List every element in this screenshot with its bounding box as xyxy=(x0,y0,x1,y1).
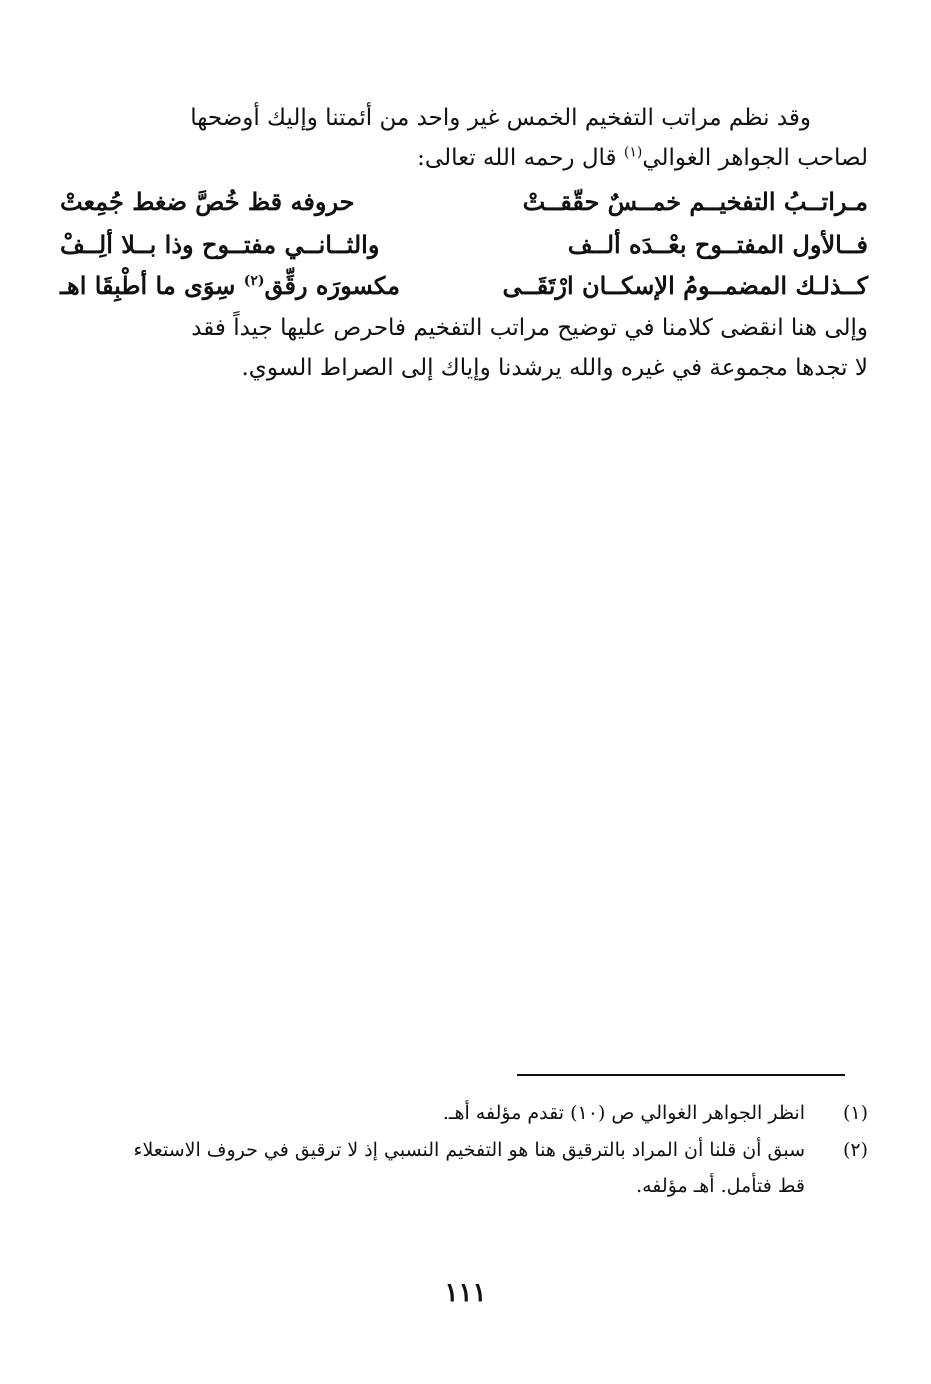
verse-line-2 xyxy=(60,223,868,267)
footnote-marker-1[interactable]: (١) xyxy=(623,144,643,161)
verse-3-first-hemistich: كــذلـك المضمــومُ الإسكــان ارْتَقَــى xyxy=(502,271,868,300)
footnote-1-text: انظر الجواهر الغوالي ص (١٠) تقدم مؤلفه أهـ. xyxy=(442,1102,805,1124)
page-number: ١١١ xyxy=(444,1278,487,1308)
footnote-2-line-2: قط فتأمل. أهـ مؤلفه. xyxy=(636,1175,805,1197)
verse-3-second-tail: سِوَى ما أطْبِقَا اهـ xyxy=(60,271,244,300)
verse-1-second-hemistich: حروفه قظ خُصَّ ضغط جُمِعتْ xyxy=(60,187,355,216)
verse-line-1 xyxy=(60,180,868,224)
footnote-2 xyxy=(0,1133,931,1205)
footnote-1-number: (١) xyxy=(842,1102,868,1124)
intro-line-1: وقد نظم مراتب التفخيم الخمس غير واحد من أئمتنا وإليك أوضحها xyxy=(190,105,811,131)
intro-line-2 xyxy=(60,138,868,178)
footnote-divider xyxy=(517,1074,845,1076)
footnote-2-line-1: سبق أن قلنا أن المراد بالترقيق هنا هو التفخيم النسبي إذ لا ترقيق في حروف الاستعلاء xyxy=(133,1139,805,1161)
verse-2-second-hemistich: والثــانــي مفتــوح وذا بــلا ألِــفْ xyxy=(60,230,380,259)
conclusion-line-1: وإلى هنا انقضى كلامنا في توضيح مراتب التفخيم فاحرص عليها جيداً فقد xyxy=(191,315,868,341)
intro-line-2-tail: قال رحمه الله تعالى: xyxy=(417,145,624,171)
verse-1-first-hemistich: مـراتــبُ التفخيــم خمــسٌ حقّقــتْ xyxy=(522,187,868,216)
footnote-2-number: (٢) xyxy=(842,1139,868,1161)
intro-line-2-text: لصاحب الجواهر الغوالي xyxy=(642,145,868,171)
footnote-marker-2[interactable]: (٢) xyxy=(243,273,265,289)
verse-line-3 xyxy=(60,264,868,308)
verse-3-second-text: مكسورَه رقِّق xyxy=(264,271,400,300)
verse-3-second-hemistich xyxy=(60,264,400,308)
footnote-1 xyxy=(0,1096,931,1130)
conclusion-line-2: لا تجدها مجموعة في غيره والله يرشدنا وإياك إلى الصراط السوي. xyxy=(241,355,868,381)
verse-2-first-hemistich: فــالأول المفتــوح بعْــدَه ألــف xyxy=(567,230,868,259)
